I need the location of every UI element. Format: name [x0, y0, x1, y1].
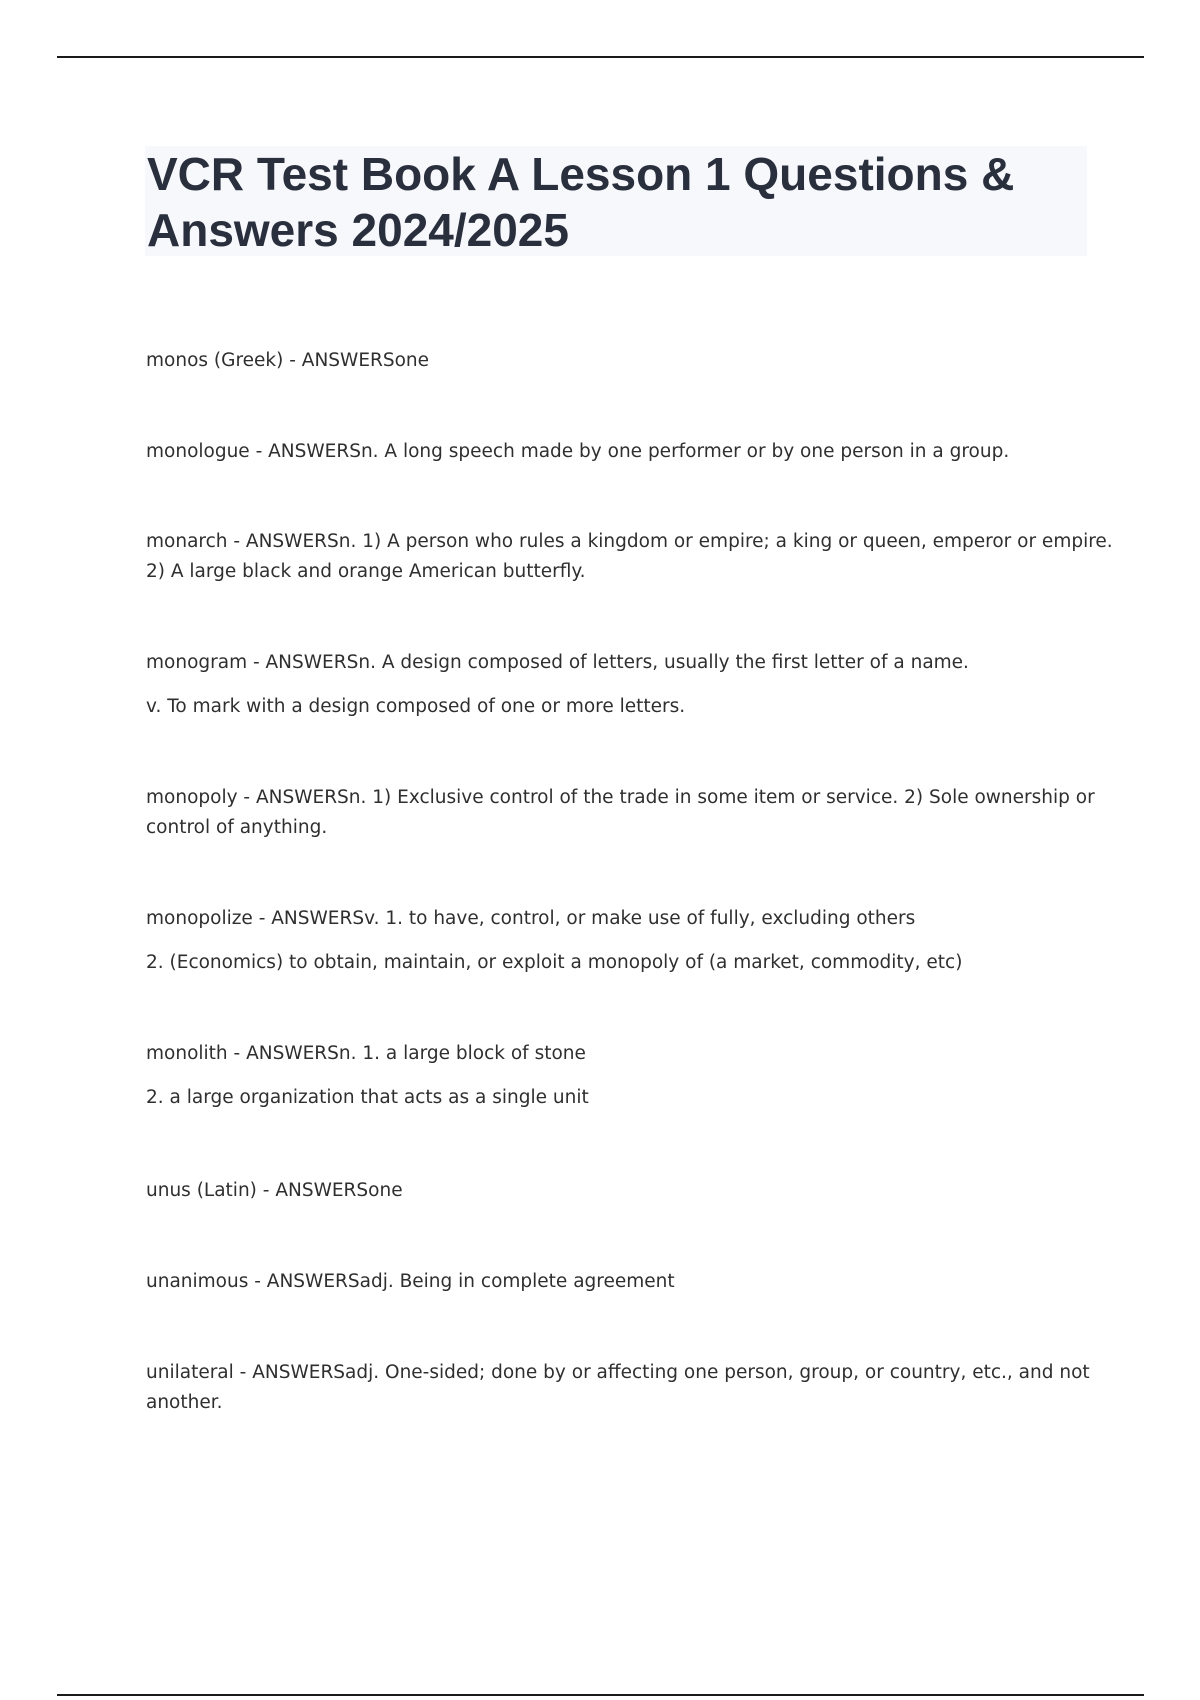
- entry-line: monos (Greek) - ANSWERSone: [146, 350, 430, 371]
- entry-line: unanimous - ANSWERSadj. Being in complete agreement: [146, 1271, 675, 1292]
- entry-line: monologue - ANSWERSn. A long speech made by one performer or by one person in a group.: [146, 441, 1010, 462]
- top-rule: [57, 56, 1144, 58]
- entry-monarch: [146, 527, 1113, 587]
- entry-monolith: [146, 1039, 1096, 1113]
- entry-line: monarch - ANSWERSn. 1) A person who rules a kingdom or empire; a king or queen, emperor or empire.: [146, 531, 1113, 552]
- entry-monogram: [146, 648, 1096, 722]
- entry-line: monopolize - ANSWERSv. 1. to have, control, or make use of fully, excluding others: [146, 908, 916, 929]
- document-title: VCR Test Book A Lesson 1 Questions & Answers 2024/2025: [147, 148, 1015, 256]
- entry-monos: [146, 346, 1096, 376]
- entry-monopoly: [146, 783, 1096, 843]
- entry-monologue: [146, 437, 1096, 467]
- entry-line: control of anything.: [146, 817, 328, 838]
- entry-line: 2. (Economics) to obtain, maintain, or exploit a monopoly of (a market, commodity, etc): [146, 952, 963, 973]
- entry-line: 2. a large organization that acts as a single unit: [146, 1087, 589, 1108]
- entry-unilateral: [146, 1358, 1096, 1418]
- bottom-rule: [57, 1694, 1144, 1696]
- entry-line: unilateral - ANSWERSadj. One-sided; done by or affecting one person, group, or country, etc., and not: [146, 1362, 1090, 1383]
- entry-line: 2) A large black and orange American butterfly.: [146, 561, 586, 582]
- entry-line: another.: [146, 1392, 223, 1413]
- entry-line: monolith - ANSWERSn. 1. a large block of stone: [146, 1043, 586, 1064]
- entry-line: monogram - ANSWERSn. A design composed of letters, usually the first letter of a name.: [146, 652, 969, 673]
- entry-line: monopoly - ANSWERSn. 1) Exclusive control of the trade in some item or service. 2) Sole ownership or: [146, 787, 1095, 808]
- title-block: [145, 146, 1087, 256]
- entry-monopolize: [146, 904, 1096, 978]
- entry-unanimous: [146, 1267, 1096, 1297]
- entry-line: v. To mark with a design composed of one or more letters.: [146, 696, 686, 717]
- entry-line: unus (Latin) - ANSWERSone: [146, 1180, 403, 1201]
- entry-unus: [146, 1176, 1096, 1206]
